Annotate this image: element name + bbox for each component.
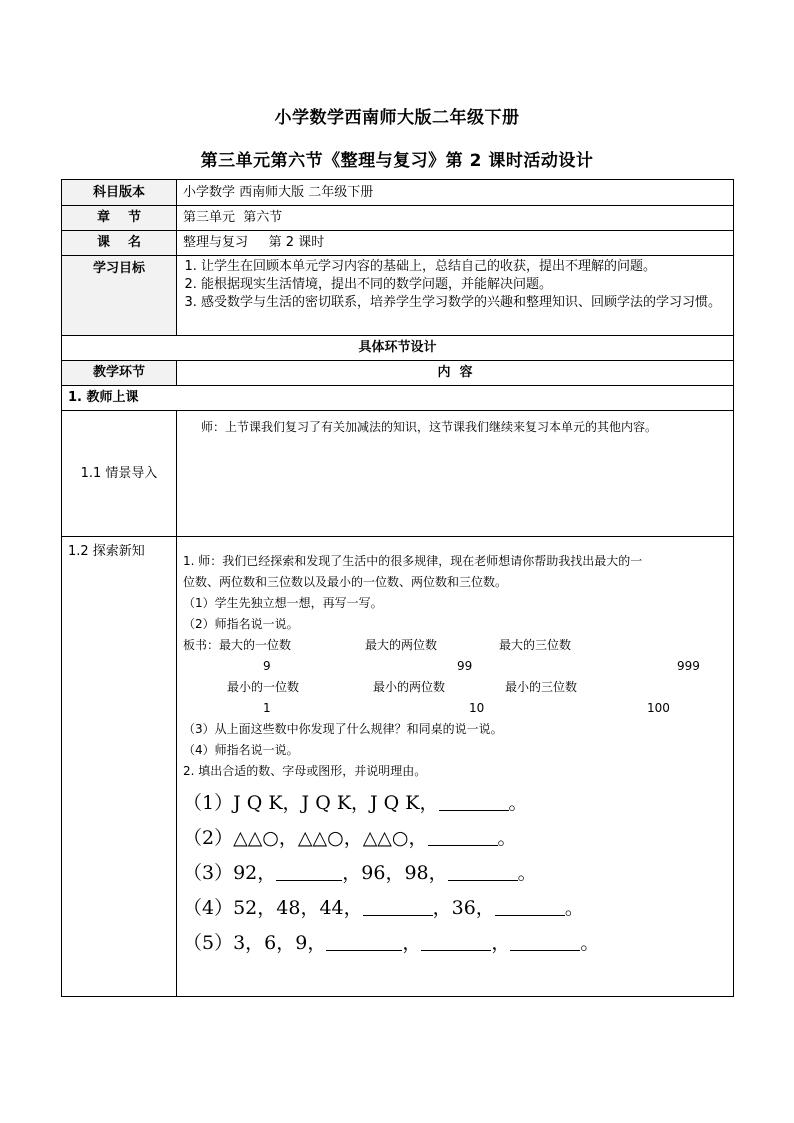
subject-label: 科目版本 (62, 180, 177, 206)
exercise-2-text: （2）△△○，△△○，△△○， (183, 827, 428, 849)
min-one-digit: 最小的一位数 (227, 680, 300, 694)
goal-item: 3. 感受数学与生活的密切联系，培养学生学习数学的兴趣和整理知识、回顾学法的学习习惯。 (201, 294, 727, 312)
exercise-3 (183, 856, 727, 891)
explore-step: （3）从上面这些数中你发现了什么规律？和同桌的说一说。 (183, 722, 503, 736)
design-header: 具体环节设计 (62, 336, 734, 361)
min-two-digit: 最小的两位数 (373, 680, 446, 694)
max-two-digit: 最大的两位数 (365, 638, 438, 652)
lesson-label: 课 名 (62, 231, 177, 256)
step-1-1-label: 1.1 情景导入 (62, 411, 177, 537)
step-1-1-text: 师：上节课我们复习了有关加减法的知识，这节课我们继续来复习本单元的其他内容。 (201, 420, 658, 434)
explore-step: （1）学生先独立想一想，再写一写。 (183, 596, 383, 610)
board-row-min (183, 677, 727, 698)
value-10: 10 (469, 701, 485, 715)
subject-value: 小学数学 西南师大版 二年级下册 (177, 180, 734, 206)
chapter-value: 第三单元 第六节 (177, 206, 734, 231)
period: 。 (564, 897, 584, 919)
comma: ， (491, 932, 511, 954)
period: 。 (517, 862, 537, 884)
exercise-1 (183, 786, 727, 821)
goal-item: 1. 让学生在回顾本单元学习内容的基础上，总结自己的收获，提出不理解的问题。 (201, 258, 727, 276)
value-99: 99 (457, 659, 473, 673)
chapter-label: 章 节 (62, 206, 177, 231)
max-one-digit: 最大的一位数 (219, 638, 292, 652)
answer-blank[interactable] (428, 827, 498, 846)
exercise-4-text: ，36， (432, 897, 495, 919)
section-teacher-class: 1. 教师上课 (62, 386, 734, 411)
period: 。 (580, 932, 600, 954)
lesson-value: 整理与复习 第 2 课时 (177, 231, 734, 256)
answer-blank[interactable] (510, 932, 580, 951)
answer-blank[interactable] (363, 897, 433, 916)
value-1: 1 (263, 701, 271, 715)
exercise-3-text: （3）92， (183, 862, 277, 884)
document-title: 小学数学西南师大版二年级下册 (274, 108, 520, 128)
comma: ， (402, 932, 422, 954)
period: 。 (497, 827, 517, 849)
min-three-digit: 最小的三位数 (505, 680, 578, 694)
board-row-max-values (183, 656, 727, 677)
max-three-digit: 最大的三位数 (499, 638, 572, 652)
value-9: 9 (263, 659, 271, 673)
answer-blank[interactable] (495, 897, 565, 916)
board-label: 板书： (183, 638, 220, 652)
answer-blank[interactable] (326, 932, 402, 951)
exercise-4 (183, 891, 727, 926)
goals-list-cell (177, 256, 734, 336)
goals-label: 学习目标 (62, 256, 177, 336)
exercise-3-text: ，96，98， (342, 862, 448, 884)
value-999: 999 (677, 659, 700, 673)
value-100: 100 (647, 701, 670, 715)
step-1-2-label: 1.2 探索新知 (62, 537, 177, 997)
content-column-header: 内 容 (177, 361, 734, 386)
exercise-5 (183, 926, 727, 961)
document-subtitle: 第三单元第六节《整理与复习》第 2 课时活动设计 (200, 151, 594, 171)
answer-blank[interactable] (276, 862, 342, 881)
step-1-1-content (177, 411, 734, 537)
answer-blank[interactable] (439, 792, 509, 811)
explore-step: （2）师指名说一说。 (183, 617, 299, 631)
lesson-design-table (61, 179, 734, 997)
step-1-2-content (177, 537, 734, 997)
board-row-min-values (183, 698, 727, 719)
answer-blank[interactable] (421, 932, 491, 951)
answer-blank[interactable] (448, 862, 518, 881)
goal-item: 2. 能根据现实生活情境，提出不同的数学问题，并能解决问题。 (201, 276, 727, 294)
exercise-2 (183, 821, 727, 856)
exercise-5-text: （5）3，6，9， (183, 932, 327, 954)
explore-paragraph: 1. 师：我们已经探索和发现了生活中的很多规律，现在老师想请你帮助我找出最大的一 (183, 554, 643, 568)
explore-paragraph: 位数、两位数和三位数以及最小的一位数、两位数和三位数。 (183, 575, 508, 589)
board-row-max (183, 635, 727, 656)
explore-step: （4）师指名说一说。 (183, 743, 299, 757)
exercise-4-text: （4）52，48，44， (183, 897, 363, 919)
period: 。 (508, 792, 528, 814)
exercise-1-text: （1）J Q K，J Q K，J Q K， (183, 792, 439, 814)
step-column-header: 教学环节 (62, 361, 177, 386)
goals-list (183, 258, 727, 312)
exercise-instruction: 2. 填出合适的数、字母或图形，并说明理由。 (183, 764, 427, 778)
